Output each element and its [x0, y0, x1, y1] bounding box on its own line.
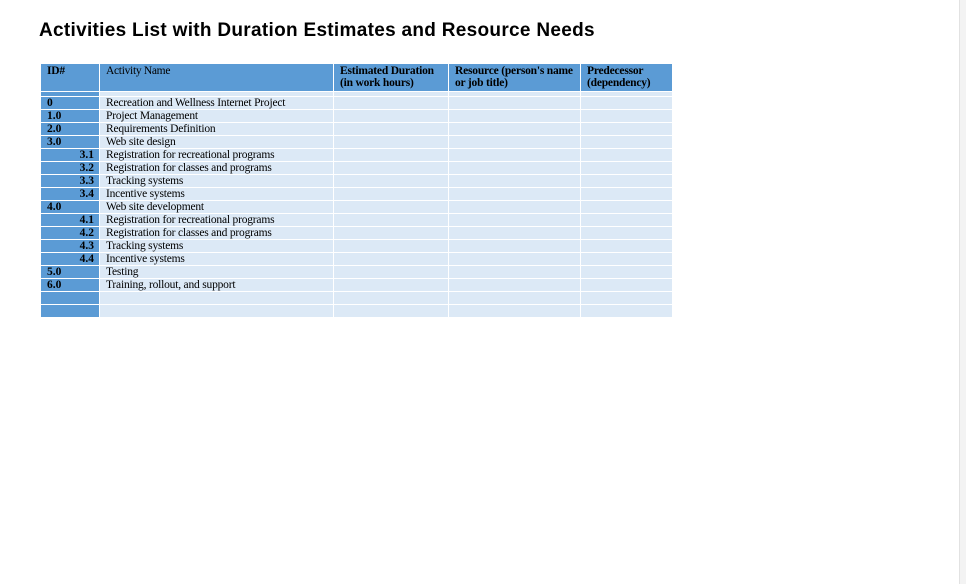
activity-name-cell: Tracking systems [100, 175, 334, 188]
activity-name-cell: Training, rollout, and support [100, 279, 334, 292]
duration-cell [334, 292, 449, 305]
duration-cell [334, 188, 449, 201]
id-cell: 6.0 [41, 279, 100, 292]
activities-table [40, 63, 673, 318]
resource-cell [449, 240, 581, 253]
resource-cell [449, 188, 581, 201]
table-row [41, 240, 673, 253]
duration-cell [334, 266, 449, 279]
document-title: Activities List with Duration Estimates and Resource Needs [39, 20, 595, 41]
table-row [41, 123, 673, 136]
predecessor-cell [581, 279, 673, 292]
resource-cell [449, 253, 581, 266]
activity-name-cell [100, 305, 334, 318]
predecessor-cell [581, 240, 673, 253]
id-cell: 3.3 [41, 175, 100, 188]
predecessor-cell [581, 162, 673, 175]
id-cell: 4.3 [41, 240, 100, 253]
id-cell: 3.2 [41, 162, 100, 175]
predecessor-cell [581, 253, 673, 266]
id-cell: 3.1 [41, 149, 100, 162]
table-row-empty [41, 305, 673, 318]
id-cell: 4.0 [41, 201, 100, 214]
predecessor-cell [581, 305, 673, 318]
table-row [41, 188, 673, 201]
table-row [41, 149, 673, 162]
id-cell: 1.0 [41, 110, 100, 123]
activity-name-cell: Recreation and Wellness Internet Project [100, 97, 334, 110]
predecessor-cell [581, 136, 673, 149]
activity-name-cell: Project Management [100, 110, 334, 123]
activity-name-cell: Registration for classes and programs [100, 162, 334, 175]
activity-name-cell: Registration for recreational programs [100, 149, 334, 162]
activity-name-cell: Registration for classes and programs [100, 227, 334, 240]
resource-cell [449, 214, 581, 227]
column-header-predecessor: Predecessor (dependency) [581, 64, 673, 92]
id-cell [41, 292, 100, 305]
resource-cell [449, 97, 581, 110]
duration-cell [334, 214, 449, 227]
duration-cell [334, 110, 449, 123]
predecessor-cell [581, 292, 673, 305]
resource-cell [449, 123, 581, 136]
duration-cell [334, 201, 449, 214]
predecessor-cell [581, 123, 673, 136]
predecessor-cell [581, 201, 673, 214]
resource-cell [449, 175, 581, 188]
resource-cell [449, 227, 581, 240]
column-header-id: ID# [41, 64, 100, 92]
table-header-row [41, 64, 673, 92]
duration-cell [334, 136, 449, 149]
page-edge [959, 0, 966, 584]
id-cell: 0 [41, 97, 100, 110]
activity-name-cell: Tracking systems [100, 240, 334, 253]
activity-name-cell [100, 292, 334, 305]
id-cell: 4.4 [41, 253, 100, 266]
column-header-activity-name: Activity Name [100, 64, 334, 92]
column-header-estimated-duration: Estimated Duration (in work hours) [334, 64, 449, 92]
column-header-resource: Resource (person's name or job title) [449, 64, 581, 92]
table-row [41, 266, 673, 279]
id-cell: 2.0 [41, 123, 100, 136]
activity-name-cell: Web site design [100, 136, 334, 149]
activity-name-cell: Testing [100, 266, 334, 279]
duration-cell [334, 240, 449, 253]
resource-cell [449, 292, 581, 305]
id-cell: 3.0 [41, 136, 100, 149]
resource-cell [449, 201, 581, 214]
table-row [41, 110, 673, 123]
table-row [41, 279, 673, 292]
table-row [41, 175, 673, 188]
activity-name-cell: Incentive systems [100, 188, 334, 201]
predecessor-cell [581, 188, 673, 201]
table-row-empty [41, 292, 673, 305]
table-row [41, 162, 673, 175]
resource-cell [449, 149, 581, 162]
duration-cell [334, 253, 449, 266]
predecessor-cell [581, 214, 673, 227]
duration-cell [334, 305, 449, 318]
resource-cell [449, 136, 581, 149]
activity-name-cell: Incentive systems [100, 253, 334, 266]
activity-name-cell: Requirements Definition [100, 123, 334, 136]
duration-cell [334, 279, 449, 292]
duration-cell [334, 227, 449, 240]
predecessor-cell [581, 227, 673, 240]
predecessor-cell [581, 97, 673, 110]
resource-cell [449, 266, 581, 279]
predecessor-cell [581, 110, 673, 123]
duration-cell [334, 175, 449, 188]
table-row [41, 136, 673, 149]
resource-cell [449, 279, 581, 292]
id-cell: 4.2 [41, 227, 100, 240]
resource-cell [449, 162, 581, 175]
resource-cell [449, 110, 581, 123]
predecessor-cell [581, 175, 673, 188]
duration-cell [334, 149, 449, 162]
duration-cell [334, 162, 449, 175]
table-row [41, 97, 673, 110]
id-cell [41, 305, 100, 318]
predecessor-cell [581, 266, 673, 279]
id-cell: 3.4 [41, 188, 100, 201]
table-row [41, 214, 673, 227]
activity-name-cell: Registration for recreational programs [100, 214, 334, 227]
id-cell: 4.1 [41, 214, 100, 227]
duration-cell [334, 123, 449, 136]
resource-cell [449, 305, 581, 318]
table-row [41, 227, 673, 240]
duration-cell [334, 97, 449, 110]
table-row [41, 201, 673, 214]
table-row [41, 253, 673, 266]
predecessor-cell [581, 149, 673, 162]
id-cell: 5.0 [41, 266, 100, 279]
activity-name-cell: Web site development [100, 201, 334, 214]
